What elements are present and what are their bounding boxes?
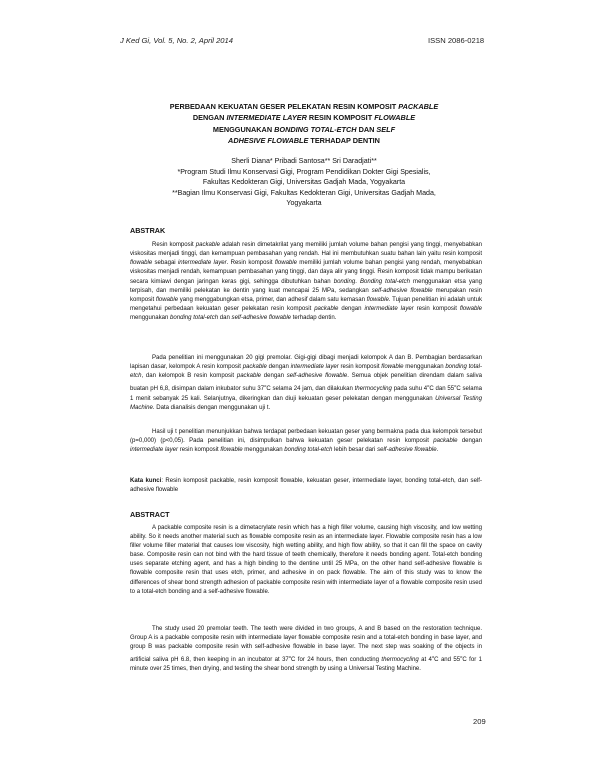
abstract-heading: ABSTRACT bbox=[130, 510, 170, 519]
keywords: Kata kunci: Resin komposit packable, resin komposit flowable, kekuatan geser, intermediate layer, bonding total-etch, dan self-adhesive flowable bbox=[130, 478, 482, 494]
affiliation-2a: **Bagian Ilmu Konservasi Gigi, Fakultas Kedokteran Gigi, Universitas Gadjah Mada, bbox=[172, 188, 436, 197]
page-number: 209 bbox=[473, 717, 486, 726]
issn-label: ISSN 2086-0218 bbox=[428, 36, 485, 45]
author-names: Sherli Diana* Pribadi Santosa** Sri Daradjati** bbox=[231, 157, 377, 165]
paper-title: PERBEDAAN KEKUATAN GESER PELEKATAN RESIN KOMPOSIT PACKABLE DENGAN INTERMEDIATE LAYER RESIN KOMPOSIT FLOWABLE MENGGUNAKAN BONDING TOTAL-ETCH DAN SELF ADHESIVE FLOWABLE TERHADAP DENTIN bbox=[169, 102, 439, 146]
abstrak-heading: ABSTRAK bbox=[130, 226, 166, 235]
abstract-paragraph-1: A packable composite resin is a dimetacrylate resin which has a high filler volume, causing high viscosity, and low wetting ability. So it needs another material such as flowable composite resin as an intermediate layer. Flowable composite resin has a low filler volume filler material that causes low viscosity, high wetting ability, and high flow ability, so that it can fill the space on cavity base. Composite resin can not bind with the hard tissue of teeth chemically, therefore it needs bonding agent. Total-etch bonding uses separate etching agent, and has a high binding to the dentine until 25 MPa, on the other hand self-adhesive flowable is flowable composite resin that uses etch, primer, and adhesive in on pack flowable. The aim of this study was to know the differences of shear bond strength adhesion of packable composite resin with intermediate layer of a flowable composite resin used to a total-etch bonding and a self-adhesive flowable. bbox=[130, 525, 482, 595]
affiliation-1a: *Program Studi Ilmu Konservasi Gigi, Program Pendidikan Dokter Gigi Spesialis, bbox=[177, 167, 431, 176]
journal-citation: J Ked Gi, Vol. 5, No. 2, April 2014 bbox=[120, 36, 233, 45]
affiliation-2b: Yogyakarta bbox=[286, 199, 322, 208]
abstrak-paragraph-2: Pada penelitian ini menggunakan 20 gigi premolar. Gigi-gigi dibagi menjadi kelompok A dan B. Pembagian berdasarkan lapisan dasar, kelompok A resin komposit packable dengan intermediate layer resin komposit flowable menggunakan bonding total-etch, dan kelompok B resin komposit packable dengan self-adhesive flowable. Semua objek penelitian direndam dalam saliva buatan pH 6,8, disimpan dalam inkubator suhu 37$^o$C selama 24 jam, dan dilakukan thermocycling pada suhu 4$^o$C dan 55$^o$C selama 1 menit sebanyak 25 kali. Selanjutnya, dikeringkan dan diuji kekuatan geser pelekatan dengan menggunakan Universal Testing Machine. Data dianalisis dengan menggunakan uji t. bbox=[130, 355, 483, 411]
abstrak-paragraph-3: Hasil uji t penelitian menunjukkan bahwa terdapat perbedaan kekuatan geser yang bermakna pada dua kelompok tersebut (p=0,000) (p<0,05). Pada penelitian ini, disimpulkan bahwa kekuatan geser pelekatan resin komposit packable dengan intermediate layer resin komposit flowable menggunakan bonding total-etch lebih besar dari self-adhesive flowable. bbox=[130, 429, 482, 454]
abstrak-paragraph-1: Resin komposit packable adalah resin dimetakrilat yang memiliki jumlah volume bahan pengisi yang tinggi, menyebabkan viskositas menjadi tinggi, dan kemampuan pembasahan yang rendah. Hal ini membutuhkan suatu bahan lain yaitu resin komposit flowable sebagai intermediate layer. Resin komposit flowable memiliki jumlah volume bahan pengisi yang rendah, menyebabkan viskositas menjadi rendah, kemampuan pembasahan yang tinggi, dan daya alir yang tinggi. Resin komposit tidak mampu berikatan secara kimiawi dengan jaringan keras gigi, sehingga dibutuhkan bahan bonding. Bonding total-etch menggunakan etsa yang terpisah, dan memiliki pelekatan ke dentin yang kuat mencapai 25 MPa, sedangkan self-adhesive flowable merupakan resin komposit flowable yang menggabungkan etsa, primer, dan adhesif dalam satu kemasan flowable. Tujuan penelitian ini adalah untuk mengetahui perbedaan kekuatan geser pelekatan resin komposit packable dengan intermediate layer resin komposit flowable menggunakan bonding total-etch dan self-adhesive flowable terhadap dentin. bbox=[130, 242, 483, 322]
abstract-paragraph-2: The study used 20 premolar teeth. The teeth were divided in two groups, A and B based on the restoration technique. Group A is a packable composite resin with intermediate layer flowable composite resin and a total-etch bonding in base layer, and group B was packable composite resin with self-adhesive flowable in base layer. The next step was soaking of the objects in artificial saliva pH 6.8, then keeping in an incubator at 37$^o$C for 24 hours, then conducting thermocycling at 4$^o$C and 55$^o$C for 1 minute over 25 times, then drying, and testing the shear bond strength by using a Universal Testing Machine. bbox=[130, 626, 482, 673]
affiliation-1b: Fakultas Kedokteran Gigi, Universitas Gadjah Mada, Yogyakarta bbox=[202, 178, 406, 187]
author-block bbox=[118, 156, 490, 209]
